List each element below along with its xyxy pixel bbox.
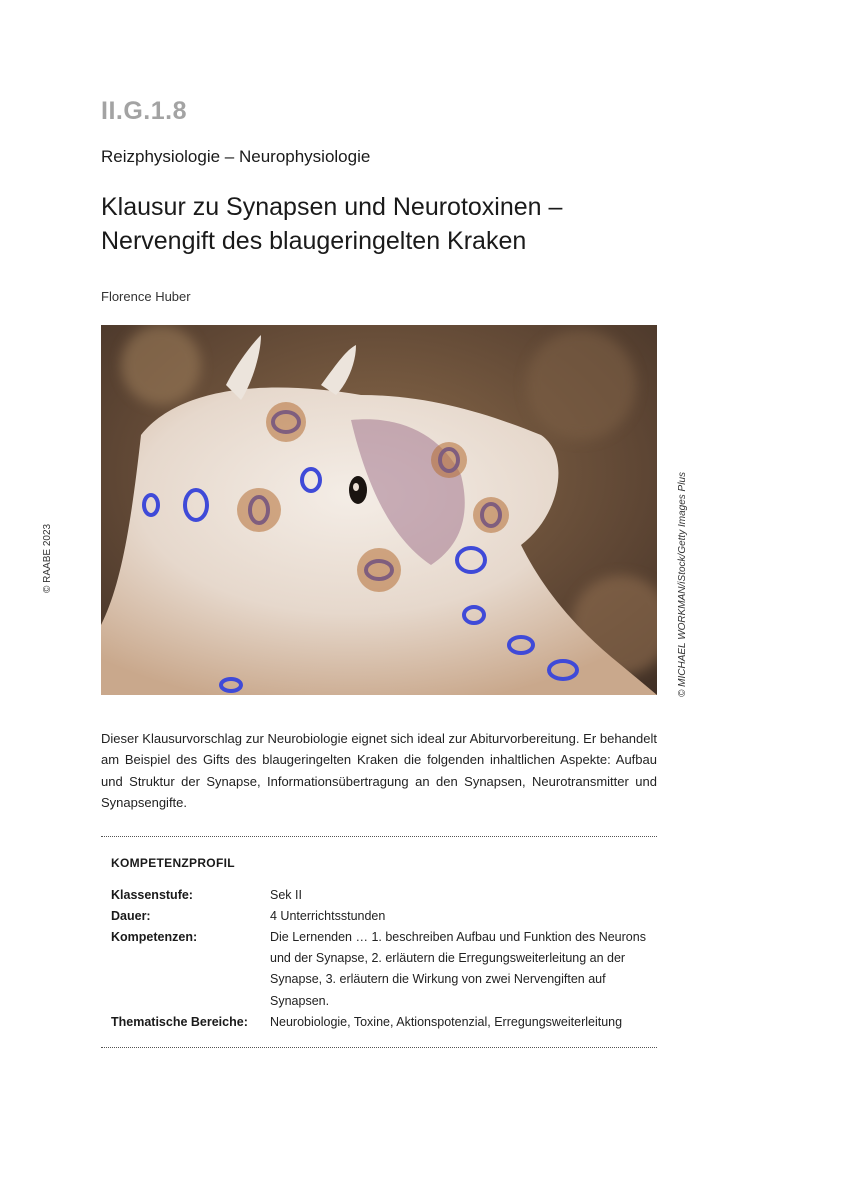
title-line-2: Nervengift des blaugeringelten Kraken	[101, 227, 527, 255]
profile-label: Kompetenzen:	[111, 930, 198, 944]
octopus-photo	[101, 325, 657, 695]
profile-label: Thematische Bereiche:	[111, 1015, 248, 1029]
profile-value: Sek II	[270, 888, 302, 902]
profile-label: Dauer:	[111, 909, 151, 923]
divider-top	[101, 836, 657, 837]
profile-value: 4 Unterrichtsstunden	[270, 909, 386, 923]
divider-bottom	[101, 1047, 657, 1048]
publisher-copyright: © RAABE 2023	[42, 523, 53, 593]
profile-value: Neurobiologie, Toxine, Aktionspotenzial, Erregungsweiterleitung	[270, 1015, 623, 1029]
document-title	[101, 190, 661, 258]
author-name: Florence Huber	[101, 289, 191, 304]
profile-value: Die Lernenden … 1. beschreiben Aufbau und Funktion des Neurons und der Synapse, 2. erläutern die Erregungsweiterleitung an der Synapse, 3. erläutern die Wirkung von zwei Nervengiften auf Synapsen.	[270, 930, 646, 1008]
image-credit: © MICHAEL WORKMAN/iStock/Getty Images Plus	[677, 471, 688, 697]
section-code: II.G.1.8	[101, 97, 187, 125]
intro-paragraph: Dieser Klausurvorschlag zur Neurobiologie eignet sich ideal zur Abiturvorbereitung. Er behandelt am Beispiel des Gifts des blaugeringelten Kraken die folgenden inhaltlichen Aspekte: Aufbau und Struktur der Synapse, Informationsübertragung an den Synapsen, Neurotransmitter und Synapsengifte.	[101, 731, 657, 810]
title-line-1: Klausur zu Synapsen und Neurotoxinen –	[101, 193, 563, 221]
profile-label: Klassenstufe:	[111, 888, 193, 902]
subject-heading: Reizphysiologie – Neurophysiologie	[101, 147, 371, 166]
profile-heading: KOMPETENZPROFIL	[111, 856, 235, 870]
